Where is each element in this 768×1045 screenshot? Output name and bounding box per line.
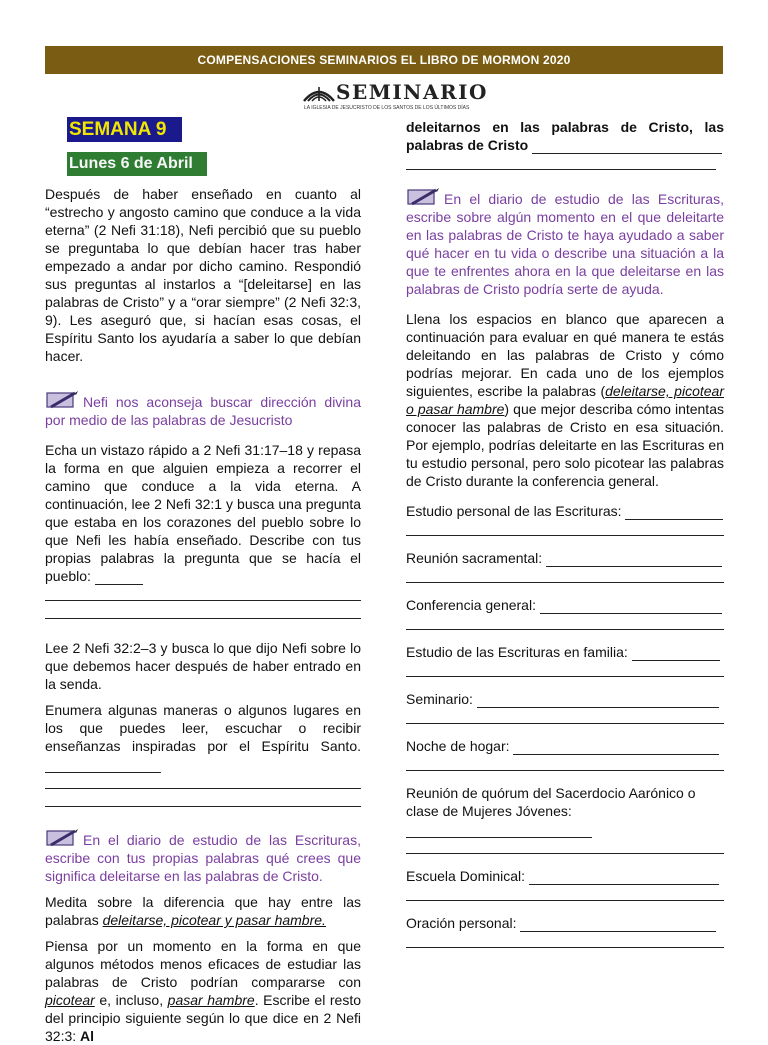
field-label: Estudio personal de las Escrituras: <box>406 503 622 519</box>
field-label: Conferencia general: <box>406 597 536 613</box>
answer-line[interactable] <box>45 607 361 619</box>
think-paragraph <box>45 937 361 1045</box>
evaluation-field <box>406 502 724 536</box>
advice-note <box>45 389 361 429</box>
answer-blank[interactable] <box>546 553 722 567</box>
intro-paragraph: Después de haber enseñado en cuanto al “estrecho y angosto camino que conduce a la vida eterna” (2 Nefi 31:18), Nefi percibió que su pueblo se preguntaba lo que debían hacer tras haber empezado a andar por dicho camino. Respondió sus preguntas al instarlos a “[deleitarse] en las palabras de Cristo” y a “orar siempre” (2 Nefi 32:3, 9). Les aseguró que, si hacían esas cosas, el Espíritu Santo los ayudaría a saber lo que debían hacer. <box>45 186 361 364</box>
evaluation-fields <box>406 502 724 948</box>
day-label: Lunes 6 de Abril <box>67 152 207 176</box>
answer-line[interactable] <box>406 618 724 630</box>
journal-text-left: En el diario de estudio de las Escrituras, escribe con tus propias palabras qué crees que significa deleitarse en las palabras de Cristo. <box>45 832 361 884</box>
instructions-text: Llena los espacios en blanco que aparecen a continuación para evaluar en qué manera te estás deleitando en las palabras de Cristo y cómo podrías mejorar. En cada uno de los ejemplos siguientes, escribe la palabras ( <box>406 311 724 399</box>
field-label: Escuela Dominical: <box>406 868 526 884</box>
answer-line[interactable] <box>406 759 724 771</box>
think-bold: Al <box>80 1028 95 1044</box>
think-emphasis: picotear <box>45 992 95 1008</box>
answer-blank[interactable] <box>95 571 143 585</box>
ponder-paragraph <box>45 893 361 929</box>
header-title: COMPENSACIONES SEMINARIOS EL LIBRO DE MORMON 2020 <box>197 53 571 67</box>
instructions-paragraph <box>406 310 724 490</box>
answer-blank[interactable] <box>477 694 719 708</box>
field-label: Noche de hogar: <box>406 738 510 754</box>
evaluation-field <box>406 867 724 901</box>
answer-blank[interactable] <box>632 647 720 661</box>
journal-note-right <box>406 186 724 298</box>
left-column <box>45 185 361 1045</box>
question-2: Lee 2 Nefi 32:2–3 y busca lo que dijo Nefi sobre lo que debemos hacer después de haber entrado en la senda. <box>45 640 361 692</box>
answer-blank[interactable] <box>520 918 716 932</box>
think-emphasis: pasar hambre <box>167 992 255 1008</box>
answer-line[interactable] <box>406 524 724 536</box>
ponder-emphasis: deleitarse, picotear y pasar hambre. <box>102 912 326 928</box>
question-1 <box>45 441 361 585</box>
pencil-icon <box>45 827 79 849</box>
field-label: Estudio de las Escrituras en familia: <box>406 644 628 660</box>
answer-blank[interactable] <box>406 824 592 838</box>
evaluation-field <box>406 784 724 854</box>
evaluation-field <box>406 549 724 583</box>
answer-line[interactable] <box>406 842 724 854</box>
instructions-text: ) que mejor describa cómo intentas conocer las palabras de Cristo en esa situación. Por ejemplo, podrías deleitarte en las Escrituras en tu estudio personal, pero solo picotear las palabras de Cristo durante la conferencia general. <box>406 401 724 489</box>
evaluation-field <box>406 690 724 724</box>
continuation-sentence: deleitarnos en las palabras de Cristo, las palabras de Cristo <box>406 119 724 153</box>
seminario-logo <box>300 80 488 114</box>
logo-wordmark: SEMINARIO <box>336 80 488 104</box>
think-text: . Escribe el resto del principio siguiente según lo que dice en 2 Nefi 32:3: <box>45 992 361 1044</box>
evaluation-field <box>406 737 724 771</box>
evaluation-field <box>406 914 724 948</box>
journal-text-right: En el diario de estudio de las Escrituras, escribe sobre algún momento en el que deleitarte en las palabras de Cristo te haya ayudado a saber qué hacer en tu vida o describe una situación a la que te enfrentes ahora en la que deleitarse en las palabras de Cristo podría serte de ayuda. <box>406 191 724 297</box>
evaluation-field <box>406 596 724 630</box>
continuation-text <box>406 118 724 154</box>
answer-line[interactable] <box>406 571 724 583</box>
answer-line[interactable] <box>406 936 724 948</box>
field-label: Oración personal: <box>406 915 517 931</box>
answer-line[interactable] <box>406 712 724 724</box>
question-1-text: Echa un vistazo rápido a 2 Nefi 31:17–18 y repasa la forma en que alguien empieza a recorrer el camino que conduce a la vida eterna. A continuación, lee 2 Nefi 32:1 y busca una pregunta que estaba en los corazones del pueblo sobre lo que Nefi les había enseñado. Describe con tus propias palabras la pregunta que se hacía el pueblo: <box>45 442 361 584</box>
answer-line[interactable] <box>406 889 724 901</box>
week-label: SEMANA 9 <box>67 117 182 142</box>
answer-line[interactable] <box>45 589 361 601</box>
instructions-emphasis: deleitarse, picotear o pasar hambre <box>406 383 724 417</box>
header-banner <box>45 46 723 74</box>
journal-note-left <box>45 827 361 885</box>
right-column <box>406 118 724 948</box>
answer-line[interactable] <box>406 158 716 170</box>
pencil-icon <box>45 389 79 411</box>
evaluation-field <box>406 643 724 677</box>
answer-blank[interactable] <box>513 741 719 755</box>
field-label: Reunión de quórum del Sacerdocio Aarónico o clase de Mujeres Jóvenes: <box>406 785 696 819</box>
answer-line[interactable] <box>406 665 724 677</box>
field-label: Seminario: <box>406 691 473 707</box>
answer-blank[interactable] <box>529 871 719 885</box>
question-3-text: Enumera algunas maneras o algunos lugares en los que puedes leer, escuchar o recibir enseñanzas inspiradas por el Espíritu Santo. <box>45 702 361 754</box>
advice-text: Nefi nos aconseja buscar dirección divina por medio de las palabras de Jesucristo <box>45 394 361 428</box>
logo-subtitle: LA IGLESIA DE JESUCRISTO DE LOS SANTOS DE LOS ÚLTIMOS DÍAS <box>304 105 470 111</box>
answer-blank[interactable] <box>540 600 722 614</box>
answer-line[interactable] <box>45 777 361 789</box>
answer-line[interactable] <box>45 795 361 807</box>
answer-blank[interactable] <box>45 759 161 773</box>
question-3 <box>45 701 361 773</box>
pencil-icon <box>406 186 440 208</box>
field-label: Reunión sacramental: <box>406 550 543 566</box>
book-logo-icon <box>302 81 336 103</box>
think-text: Piensa por un momento en la forma en que algunos métodos menos eficaces de estudiar las palabras de Cristo podrían compararse con <box>45 938 361 990</box>
think-text: e, incluso, <box>99 992 164 1008</box>
answer-blank[interactable] <box>625 506 723 520</box>
ponder-text: Medita sobre la diferencia que hay entre las palabras <box>45 894 361 928</box>
answer-blank[interactable] <box>532 140 722 154</box>
